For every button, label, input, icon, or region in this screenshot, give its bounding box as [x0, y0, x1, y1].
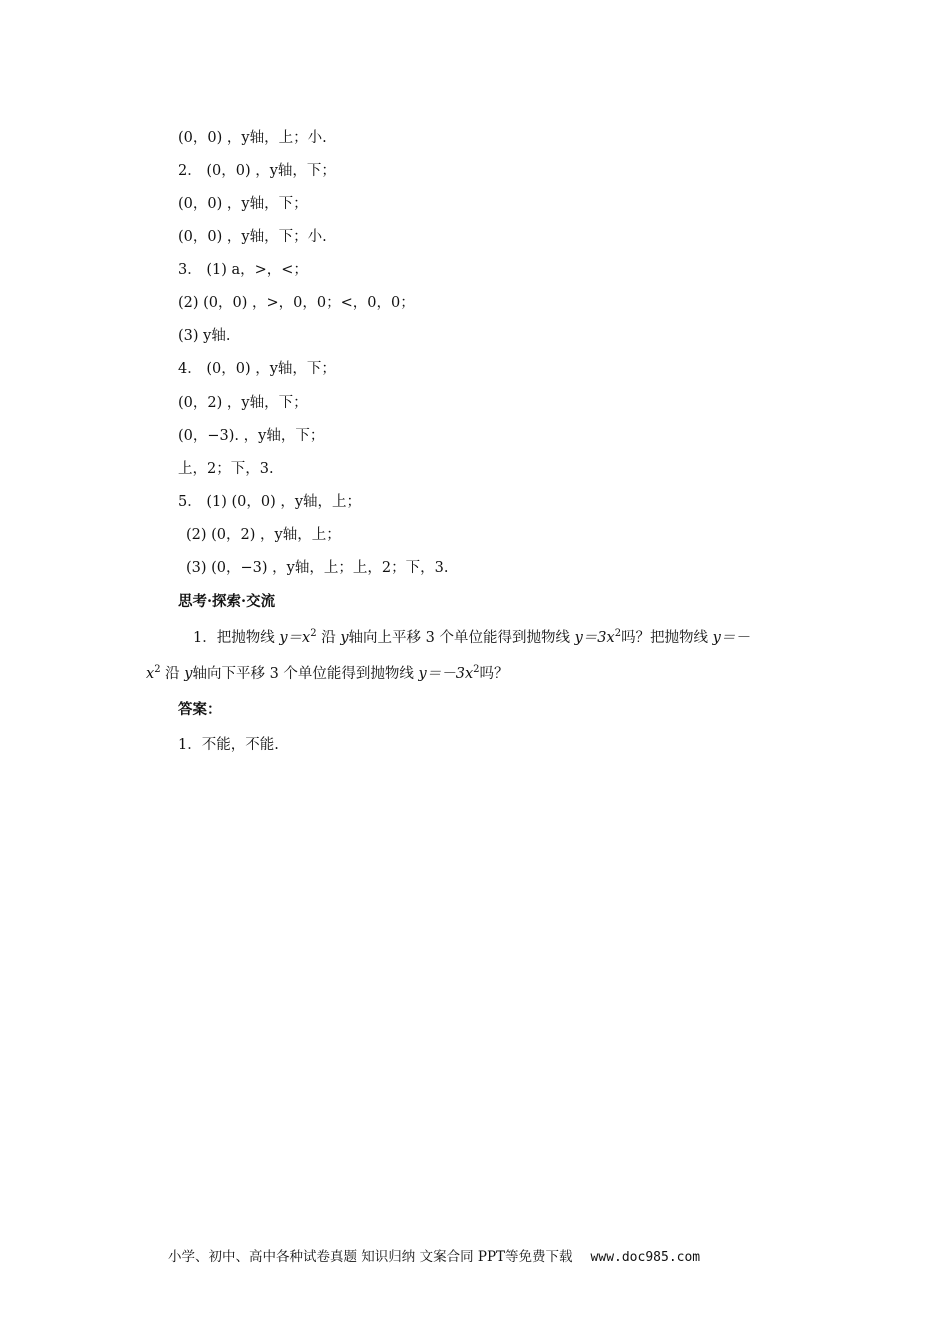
answer-heading: 答案：	[178, 701, 222, 718]
equation: x	[146, 666, 155, 682]
footer-url[interactable]: www.doc985.com	[590, 1250, 701, 1265]
question-text: 轴向上平移 3 个单位能得到抛物线	[348, 630, 570, 646]
exponent: 2	[473, 664, 480, 675]
answer-line-1: (0，0) ，y轴，上；小.	[178, 130, 327, 146]
question-text: 1．把抛物线	[193, 630, 275, 646]
exponent: 2	[614, 628, 622, 639]
question-text: 吗？把抛物线	[621, 630, 709, 646]
exponent: 2	[310, 628, 317, 639]
axis-variable: y	[184, 666, 193, 682]
question-text: 沿	[165, 666, 180, 682]
equation: y＝－	[712, 630, 750, 646]
question-text: 吗？	[479, 666, 509, 682]
answer-line-8: 4． (0，0) ，y轴，下；	[178, 361, 336, 377]
answer-line-4: (0，0) ，y轴，下；小.	[178, 229, 327, 245]
answer-line-7: (3) y轴.	[178, 328, 231, 344]
equation: y＝x	[279, 630, 311, 646]
answer-line-13: (2) (0，2) ，y轴，上；	[186, 527, 341, 543]
answer-line-10: (0，−3). ，y轴，下；	[178, 428, 325, 444]
equation: y＝－3x	[418, 666, 474, 682]
question-line-1	[193, 628, 750, 648]
equation: y＝3x	[574, 630, 615, 646]
footer-text: 小学、初中、高中各种试卷真题 知识归纳 文案合同 PPT等免费下载	[168, 1249, 573, 1265]
answer-line-6: (2) (0，0) ，>，0，0；<，0，0；	[178, 295, 415, 311]
answer-line-3: (0，0) ，y轴，下；	[178, 196, 308, 212]
answer-text: 1．不能，不能.	[178, 737, 279, 753]
answer-line-5: 3． (1) a，>，<；	[178, 262, 308, 278]
answer-line-12: 5． (1) (0，0) ，y轴，上；	[178, 494, 362, 510]
answer-line-9: (0，2) ，y轴，下；	[178, 395, 308, 411]
answer-line-14: (3) (0，−3) ，y轴，上；上，2；下，3.	[186, 560, 449, 576]
answer-line-11: 上，2；下，3.	[178, 461, 274, 477]
section-heading: 思考·探索·交流	[178, 593, 276, 610]
question-line-2	[146, 664, 509, 684]
question-text: 轴向下平移 3 个单位能得到抛物线	[192, 666, 414, 682]
footer	[168, 1247, 700, 1268]
exponent: 2	[154, 664, 161, 675]
answer-line-2: 2． (0，0) ，y轴，下；	[178, 163, 336, 179]
question-text: 沿	[321, 630, 336, 646]
axis-variable: y	[340, 630, 349, 646]
